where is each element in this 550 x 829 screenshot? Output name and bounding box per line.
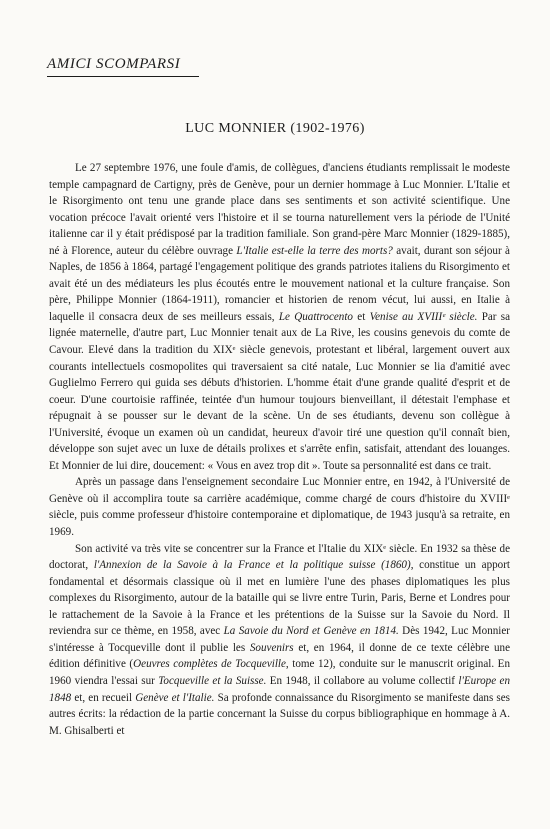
- paragraph-3-text: , constitue un apport fondamental et désormais classique où il met en lumière l'une des phases diplomatiques les plus complexes du Risorgimento, autour de la bataille qui se livre entre Turin, Paris, Berne et Londres pour le rattachement de la Savoie à la France et les prétentions de la Suisse sur la Savoie du Nord. Il reviendra sur ce thème, en 1958, avec: [49, 559, 510, 638]
- paragraph-1-text: et: [352, 310, 370, 323]
- paragraph-1-text: avait, durant son séjour à Naples, de 1856 à 1864, partagé l'engagement politique des grands patriotes italiens du Risorgimento et avait été un des médiateurs les plus écoutés entre le mouvement national et la culture française. Son père, Philippe Monnier (1864-1911), romancier et historien de renom vécut, lui aussi, en Italie à laquelle il consacra deux de ses meilleurs essais,: [49, 244, 510, 323]
- article-title: LUC MONNIER (1902-1976): [185, 121, 365, 136]
- work-title-savoie-du-nord: La Savoie du Nord et Genève en 1814.: [223, 625, 399, 638]
- paragraph-3-text: et, en 1964, il donne de ce texte célèbre une édition définitive (: [49, 641, 510, 671]
- section-title: AMICI SCOMPARSI: [47, 56, 181, 72]
- work-title-quattrocento: Le Quattrocento: [278, 310, 353, 323]
- paragraph-3-text: , tome 12), conduite sur le manuscrit original. En 1960 viendra l'essai sur: [49, 658, 510, 687]
- paragraph-3-text: Sa profonde connaissance du Risorgimento se manifeste dans ses autres écrits: la rédaction de la partie concernant la Suisse du corpus bibliographique en hommage à A. M. Ghisalberti et: [49, 691, 510, 737]
- paragraph-1-text: Le 27 septembre 1976, une foule d'amis, de collègues, d'anciens étudiants remplissait le modeste temple campagnard de Cartigny, près de Genève, pour un dernier hommage à Luc Monnier. L'Italie et le Risorgimento ont tenu une grande place dans ses sentiments et son activité scientifique. Une vocation précoce l'avait orienté vers l'histoire et il se tourna naturellement vers la période de l'Unité italienne car il y était prédisposé par la tradition familiale. Son grand-père Marc Monnier (1829-1885), né à Florence, auteur du célèbre ouvrage: [49, 162, 510, 257]
- work-title-venise: Venise au XVIIIᵉ siècle.: [369, 310, 478, 323]
- paragraph-2: [49, 474, 510, 540]
- work-title-oeuvres: Oeuvres complètes de Tocqueville: [133, 658, 286, 671]
- section-title-underline: [47, 76, 199, 77]
- work-title-souvenirs: Souvenirs: [249, 641, 294, 654]
- paragraph-2-text: Après un passage dans l'enseignement secondaire Luc Monnier entre, en 1942, à l'Université de Genève où il accomplira toute sa carrière académique, comme chargé de cours d'histoire du XVIIIᵉ siècle, puis comme professeur d'histoire contemporaine et diplomatique, de 1943 jusqu'à sa retraite, en 1969.: [49, 476, 510, 539]
- work-title-europe-1848: l'Europe en 1848: [49, 674, 510, 704]
- article-body: [49, 160, 510, 739]
- paragraph-3-text: Dès 1942, Luc Monnier s'intéresse à Tocqueville dont il publie les: [49, 625, 511, 654]
- paragraph-3-text: et, en recueil: [71, 691, 136, 704]
- paragraph-1-text: Par sa lignée maternelle, d'autre part, Luc Monnier tenait aux de La Rive, les cousins genevois du comte de Cavour. Elevé dans la tradition du XIXᵉ siècle genevois, protestant et libéral, largement ouvert aux courants intellectuels cosmopolites qui traversaient sa cité natale, Luc Monnier se lia d'amitié avec Guglielmo Ferrero qui guida ses débuts d'historien. L'homme était d'une grande qualité d'esprit et de coeur. D'une courtoisie raffinée, teintée d'un humour toujours bienveillant, il détestait l'emphase et répugnait à se pousser sur le devant de la scène. Un de ses étudiants, devenu son collègue à l'Université, évoque un examen où un candidat, heureux d'avoir tiré une question qu'il connaît bien, développe son sujet avec un luxe de détails prolixes et s'arrête enfin, satisfait, attendant des louanges. Et Monnier de lui dire, doucement: « Vous en avez trop dit ». Toute sa personnalité est dans ce trait.: [49, 310, 511, 472]
- paragraph-3-text: Son activité va très vite se concentrer sur la France et l'Italie du XIXᵉ siècle. En 1932 sa thèse de doctorat,: [49, 542, 510, 572]
- work-title-geneve-italie: Genève et l'Italie.: [135, 691, 215, 704]
- work-title-annexion: l'Annexion de la Savoie à la France et la politique suisse (1860): [93, 559, 411, 572]
- paragraph-3: [49, 541, 510, 740]
- paragraph-3-text: En 1948, il collabore au volume collectif: [266, 674, 459, 687]
- work-title-italie: L'Italie est-elle la terre des morts?: [236, 244, 393, 257]
- work-title-tocqueville-suisse: Tocqueville et la Suisse.: [158, 674, 267, 687]
- paragraph-1: [49, 160, 510, 474]
